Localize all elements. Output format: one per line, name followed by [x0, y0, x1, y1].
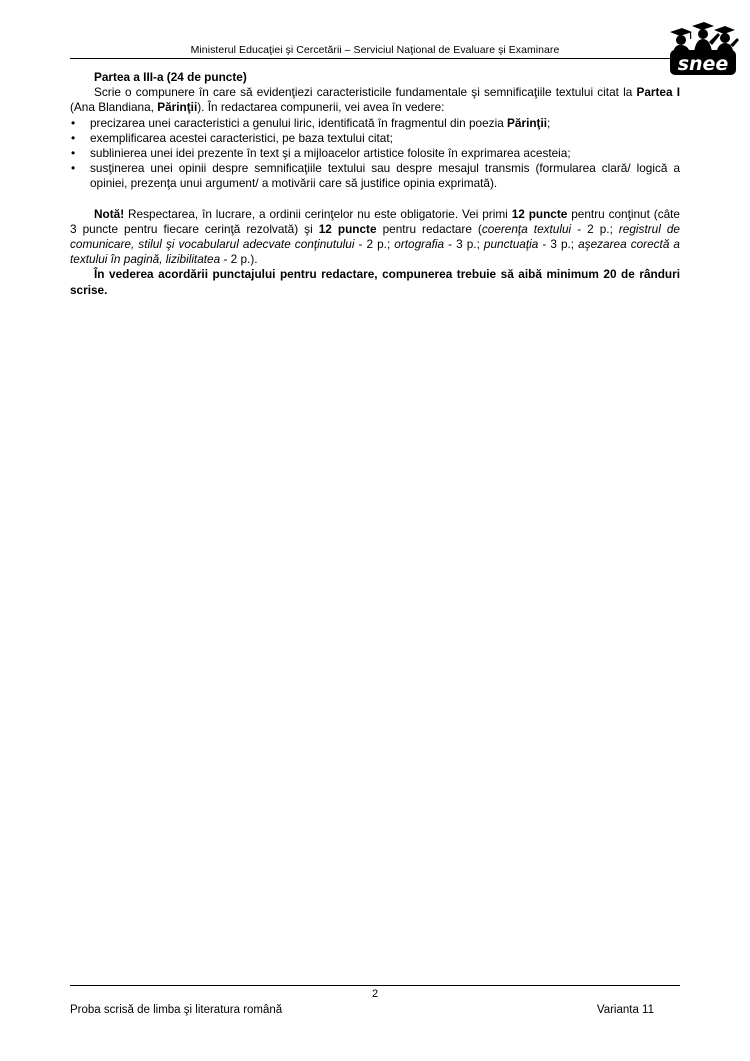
footer-exam-title: Proba scrisă de limba şi literatura română	[70, 1004, 283, 1016]
footer-rule	[70, 985, 680, 986]
list-item: • exemplificarea acestei caracteristici, pe baza textului citat;	[71, 130, 393, 145]
list-item: • precizarea unei caracteristici a genului liric, identificată în fragmentul din poezia Părinţii;	[71, 115, 551, 130]
requirements-list	[70, 116, 680, 192]
snee-logo	[664, 18, 740, 78]
page-number: 2	[371, 988, 379, 1000]
header-rule	[70, 58, 680, 59]
list-item: • sublinierea unei idei prezente în text şi a mijloacelor artistice folosite în exprimarea acesteia;	[71, 146, 571, 161]
section-intro: Scrie o compunere în care să evidenţiezi caracteristicile fundamentale şi semnificaţiile textului citat la Partea I (Ana Blandiana, Părinţii). În redactarea compunerii, vei avea în vedere:	[70, 85, 680, 115]
header-title: Ministerul Educaţiei şi Cercetării – Serviciul Naţional de Evaluare şi Examinare	[190, 44, 560, 56]
logo-text: snee	[677, 53, 729, 75]
section-title: Partea a III-a (24 de puncte)	[94, 70, 247, 84]
footer-variant: Varianta 11	[596, 1004, 654, 1016]
final-requirement: În vederea acordării punctajului pentru redactare, compunerea trebuie să aibă minimum 20 de rânduri scrise.	[70, 267, 680, 297]
note-paragraph: Notă! Respectarea, în lucrare, a ordinii cerinţelor nu este obligatorie. Vei primi 12 puncte pentru conţinut (câte 3 puncte pentru fiecare cerinţă rezolvată) şi 12 puncte pentru redactare (coerenţa textului - 2 p.; registrul de comunicare, stilul şi vocabularul adecvate conţinutului - 2 p.; ortografia - 3 p.; punctuaţia - 3 p.; aşezarea corectă a textului în pagină, lizibilitatea - 2 p.).	[70, 206, 680, 267]
list-item: • susţinerea unei opinii despre semnificaţiile textului sau despre mesajul transmis (formularea clară/ logică a opiniei, prezenţa unui argument/ a motivării care să justifice opinia exprimată).	[71, 161, 680, 191]
content	[70, 70, 680, 298]
